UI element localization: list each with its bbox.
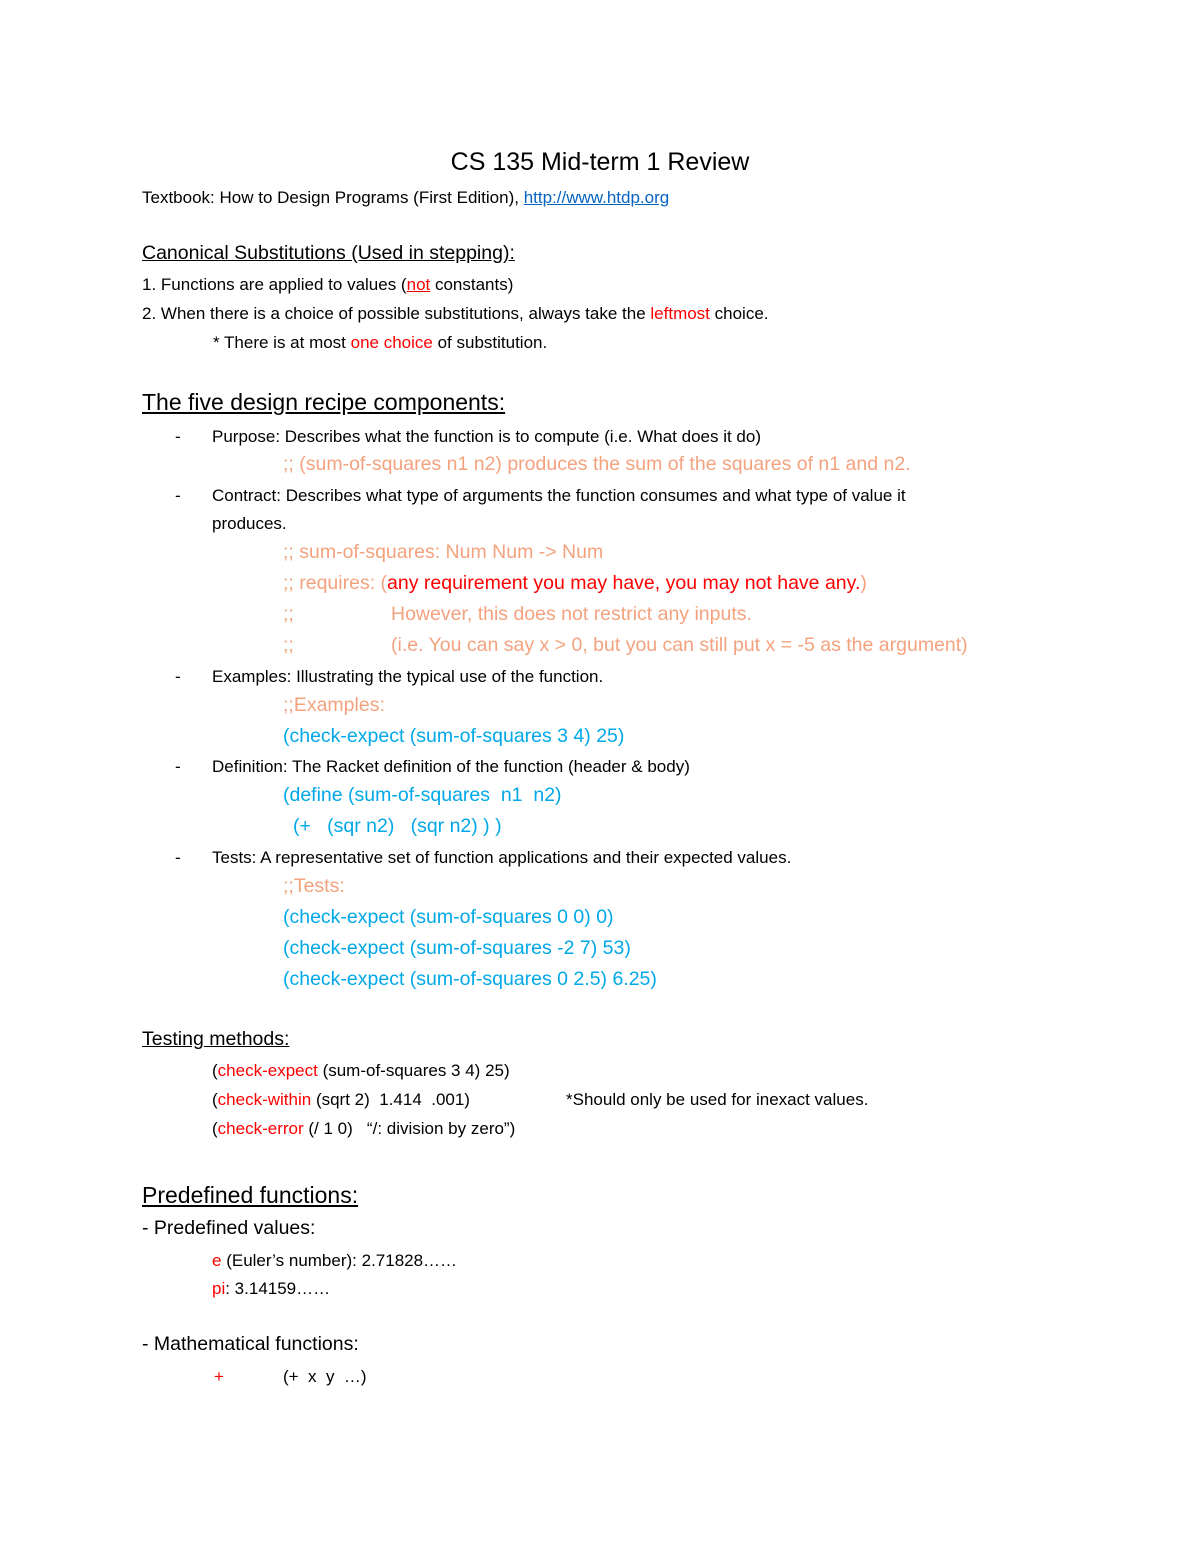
contract-requires bbox=[283, 574, 867, 594]
htdp-link[interactable]: http://www.htdp.org bbox=[523, 188, 670, 207]
bullet-dash: - bbox=[175, 757, 181, 776]
canonical-item-1-tail: constants) bbox=[430, 275, 514, 294]
testing-line-1-args: (sum-of-squares 3 4) 25) bbox=[317, 1061, 510, 1080]
testing-line-2 bbox=[212, 1091, 470, 1108]
canonical-note-tail: of substitution. bbox=[432, 333, 548, 352]
requires-prefix: ;; requires: ( bbox=[283, 572, 388, 594]
contract-line: ;; sum-of-squares: Num Num -> Num bbox=[283, 541, 604, 563]
examples-code: (check-expect (sum-of-squares 3 4) 25) bbox=[283, 725, 625, 747]
predefined-e bbox=[212, 1252, 457, 1269]
canonical-item-1-highlight: not bbox=[406, 275, 431, 294]
e-symbol: e bbox=[212, 1251, 222, 1270]
testing-line-1 bbox=[212, 1062, 510, 1079]
paren: ( bbox=[212, 1119, 218, 1138]
testing-line-2-args: (sqrt 2) 1.414 .001) bbox=[311, 1090, 470, 1109]
tests-code-3: (check-expect (sum-of-squares 0 2.5) 6.25) bbox=[283, 968, 657, 990]
plus-symbol: + bbox=[214, 1367, 224, 1386]
textbook-label: Textbook: How to Design Programs (First Edition), bbox=[142, 188, 524, 207]
canonical-item-1-text: 1. Functions are applied to values ( bbox=[142, 275, 407, 294]
math-functions-heading: - Mathematical functions: bbox=[142, 1333, 359, 1355]
testing-line-2-note: *Should only be used for inexact values. bbox=[566, 1090, 869, 1109]
testing-line-3-args: (/ 1 0) “/: division by zero”) bbox=[303, 1119, 516, 1138]
contract-cont-2-prefix: ;; bbox=[283, 634, 294, 656]
tests-code-1: (check-expect (sum-of-squares 0 0) 0) bbox=[283, 906, 614, 928]
plus-usage: (+ x y …) bbox=[283, 1367, 367, 1386]
testing-line-3 bbox=[212, 1120, 515, 1137]
bullet-dash: - bbox=[175, 427, 181, 446]
canonical-note-highlight: one choice bbox=[350, 333, 433, 352]
contract-cont-1-prefix: ;; bbox=[283, 603, 294, 625]
paren: ( bbox=[212, 1090, 218, 1109]
check-error-keyword: check-error bbox=[217, 1119, 304, 1138]
tests-label: ;;Tests: bbox=[283, 875, 345, 897]
canonical-item-2-text: 2. When there is a choice of possible substitutions, always take the bbox=[142, 304, 651, 323]
canonical-item-2 bbox=[142, 305, 769, 322]
purpose-example: ;; (sum-of-squares n1 n2) produces the sum of the squares of n1 and n2. bbox=[283, 453, 911, 475]
definition-code-1: (define (sum-of-squares n1 n2) bbox=[283, 784, 562, 806]
predefined-values-heading: - Predefined values: bbox=[142, 1217, 316, 1239]
predefined-heading: Predefined functions: bbox=[142, 1182, 359, 1208]
check-expect-keyword: check-expect bbox=[217, 1061, 318, 1080]
testing-heading: Testing methods: bbox=[142, 1028, 290, 1050]
check-within-keyword: check-within bbox=[217, 1090, 312, 1109]
definition-code-2: (+ (sqr n2) (sqr n2) ) ) bbox=[293, 815, 502, 837]
contract-text-2: produces. bbox=[212, 514, 287, 533]
canonical-note bbox=[213, 334, 547, 351]
page-title: CS 135 Mid-term 1 Review bbox=[450, 148, 750, 176]
contract-cont-1: However, this does not restrict any inputs. bbox=[391, 603, 752, 625]
pi-value: : 3.14159…… bbox=[225, 1279, 331, 1298]
definition-text: Definition: The Racket definition of the function (header & body) bbox=[212, 757, 690, 776]
purpose-text: Purpose: Describes what the function is to compute (i.e. What does it do) bbox=[212, 427, 761, 446]
bullet-dash: - bbox=[175, 848, 181, 867]
requires-suffix: ) bbox=[860, 572, 867, 594]
predefined-pi bbox=[212, 1280, 330, 1297]
tests-code-2: (check-expect (sum-of-squares -2 7) 53) bbox=[283, 937, 631, 959]
recipe-heading: The five design recipe components: bbox=[142, 389, 506, 415]
tests-text: Tests: A representative set of function applications and their expected values. bbox=[212, 848, 792, 867]
canonical-item-1 bbox=[142, 276, 513, 293]
pi-symbol: pi bbox=[212, 1279, 226, 1298]
examples-label: ;;Examples: bbox=[283, 694, 385, 716]
e-value: (Euler’s number): 2.71828…… bbox=[221, 1251, 458, 1270]
contract-text-1: Contract: Describes what type of arguments the function consumes and what type of value it bbox=[212, 486, 906, 505]
requires-body: any requirement you may have, you may not have any. bbox=[387, 572, 861, 594]
bullet-dash: - bbox=[175, 486, 181, 505]
canonical-heading: Canonical Substitutions (Used in stepping): bbox=[142, 242, 515, 264]
examples-text: Examples: Illustrating the typical use of the function. bbox=[212, 667, 604, 686]
contract-cont-2: (i.e. You can say x > 0, but you can still put x = -5 as the argument) bbox=[391, 634, 968, 656]
canonical-item-2-highlight: leftmost bbox=[650, 304, 710, 323]
paren: ( bbox=[212, 1061, 218, 1080]
bullet-dash: - bbox=[175, 667, 181, 686]
canonical-item-2-tail: choice. bbox=[709, 304, 769, 323]
canonical-note-text: * There is at most bbox=[213, 333, 351, 352]
textbook-line bbox=[142, 189, 669, 206]
